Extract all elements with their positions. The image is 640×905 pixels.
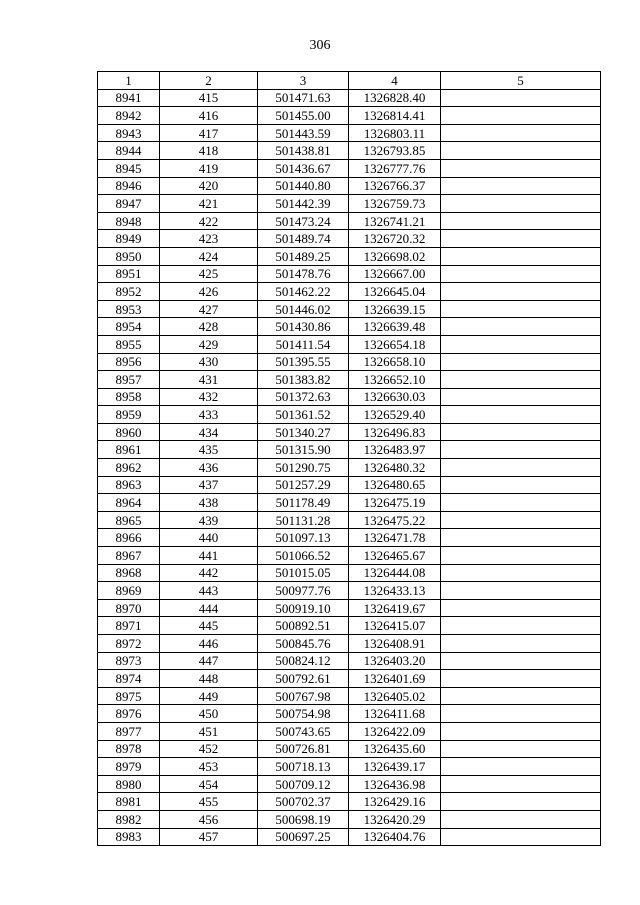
- table-row: [98, 265, 601, 283]
- column-header: 5: [441, 72, 601, 90]
- table-cell: 426: [160, 283, 258, 301]
- table-cell: 1326411.68: [349, 705, 441, 723]
- table-cell: [441, 318, 601, 336]
- table-cell: [441, 740, 601, 758]
- table-cell: 438: [160, 494, 258, 512]
- table-cell: 1326419.67: [349, 599, 441, 617]
- table-cell: [441, 705, 601, 723]
- table-row: [98, 793, 601, 811]
- table-cell: 8959: [98, 406, 160, 424]
- table-cell: [441, 388, 601, 406]
- table-cell: 8964: [98, 494, 160, 512]
- table-body: [98, 89, 601, 846]
- table-cell: [441, 810, 601, 828]
- table-cell: 501489.25: [258, 247, 349, 265]
- table-cell: 1326422.09: [349, 722, 441, 740]
- table-cell: 501131.28: [258, 511, 349, 529]
- table-cell: [441, 247, 601, 265]
- table-cell: 415: [160, 89, 258, 107]
- table-cell: 1326759.73: [349, 195, 441, 213]
- table-row: [98, 195, 601, 213]
- table-cell: 8974: [98, 670, 160, 688]
- table-cell: 1326741.21: [349, 212, 441, 230]
- table-row: [98, 107, 601, 125]
- table-cell: 501411.54: [258, 335, 349, 353]
- table-cell: 1326698.02: [349, 247, 441, 265]
- table-cell: 8956: [98, 353, 160, 371]
- table-row: [98, 652, 601, 670]
- table-cell: 8973: [98, 652, 160, 670]
- table-row: [98, 318, 601, 336]
- column-header: 4: [349, 72, 441, 90]
- column-header: 3: [258, 72, 349, 90]
- table-cell: 1326439.17: [349, 758, 441, 776]
- table-cell: 500709.12: [258, 775, 349, 793]
- table-cell: 8971: [98, 617, 160, 635]
- table-cell: 500892.51: [258, 617, 349, 635]
- table-cell: 1326639.15: [349, 300, 441, 318]
- table-cell: 1326435.60: [349, 740, 441, 758]
- table-cell: 420: [160, 177, 258, 195]
- table-cell: 1326471.78: [349, 529, 441, 547]
- table-cell: 501383.82: [258, 371, 349, 389]
- table-cell: 501443.59: [258, 124, 349, 142]
- table-cell: 1326405.02: [349, 687, 441, 705]
- table-cell: 450: [160, 705, 258, 723]
- table-cell: 501442.39: [258, 195, 349, 213]
- table-cell: 500697.25: [258, 828, 349, 846]
- table-cell: 500792.61: [258, 670, 349, 688]
- table-cell: [441, 265, 601, 283]
- table-cell: 434: [160, 423, 258, 441]
- table-cell: 500743.65: [258, 722, 349, 740]
- table-row: [98, 529, 601, 547]
- table-cell: [441, 353, 601, 371]
- table-cell: 8951: [98, 265, 160, 283]
- table-cell: 500702.37: [258, 793, 349, 811]
- table-cell: [441, 459, 601, 477]
- table-cell: 8982: [98, 810, 160, 828]
- table-row: [98, 758, 601, 776]
- table-cell: 8967: [98, 547, 160, 565]
- table-cell: 8978: [98, 740, 160, 758]
- table-cell: 457: [160, 828, 258, 846]
- table-cell: 449: [160, 687, 258, 705]
- table-cell: 423: [160, 230, 258, 248]
- table-cell: 445: [160, 617, 258, 635]
- table-cell: [441, 159, 601, 177]
- table-cell: 501257.29: [258, 476, 349, 494]
- table-cell: 500754.98: [258, 705, 349, 723]
- table-cell: 8980: [98, 775, 160, 793]
- table-cell: [441, 617, 601, 635]
- table-cell: 8966: [98, 529, 160, 547]
- table-cell: 442: [160, 564, 258, 582]
- table-cell: 436: [160, 459, 258, 477]
- table-cell: 422: [160, 212, 258, 230]
- table-cell: 8968: [98, 564, 160, 582]
- table-cell: 8962: [98, 459, 160, 477]
- table-cell: 8977: [98, 722, 160, 740]
- table-cell: 1326814.41: [349, 107, 441, 125]
- table-row: [98, 371, 601, 389]
- table-cell: 501446.02: [258, 300, 349, 318]
- table-cell: 8950: [98, 247, 160, 265]
- table-cell: 8958: [98, 388, 160, 406]
- table-cell: [441, 511, 601, 529]
- table-cell: 501440.80: [258, 177, 349, 195]
- coordinates-table: [97, 71, 601, 846]
- table-cell: 1326465.67: [349, 547, 441, 565]
- table-cell: 1326654.18: [349, 335, 441, 353]
- table-cell: 455: [160, 793, 258, 811]
- table-row: [98, 423, 601, 441]
- table-cell: 1326420.29: [349, 810, 441, 828]
- table-row: [98, 476, 601, 494]
- table-cell: 8954: [98, 318, 160, 336]
- table-cell: 451: [160, 722, 258, 740]
- table-cell: [441, 441, 601, 459]
- table-row: [98, 124, 601, 142]
- table-cell: [441, 230, 601, 248]
- table-cell: 1326720.32: [349, 230, 441, 248]
- table-cell: 446: [160, 635, 258, 653]
- table-cell: 501395.55: [258, 353, 349, 371]
- page-number: 306: [309, 38, 331, 53]
- table-cell: 500767.98: [258, 687, 349, 705]
- table-cell: 1326429.16: [349, 793, 441, 811]
- table-cell: 501290.75: [258, 459, 349, 477]
- table-row: [98, 212, 601, 230]
- table-cell: 444: [160, 599, 258, 617]
- table-cell: 501097.13: [258, 529, 349, 547]
- table-cell: 8941: [98, 89, 160, 107]
- table-cell: 1326408.91: [349, 635, 441, 653]
- table-cell: 8976: [98, 705, 160, 723]
- table-row: [98, 142, 601, 160]
- table-cell: 1326436.98: [349, 775, 441, 793]
- table-row: [98, 388, 601, 406]
- table-cell: 8947: [98, 195, 160, 213]
- table-row: [98, 511, 601, 529]
- table-cell: 8960: [98, 423, 160, 441]
- table-cell: 8942: [98, 107, 160, 125]
- table-cell: 1326475.22: [349, 511, 441, 529]
- table-row: [98, 687, 601, 705]
- table-cell: [441, 547, 601, 565]
- table-row: [98, 670, 601, 688]
- table-cell: 1326483.97: [349, 441, 441, 459]
- table-row: [98, 459, 601, 477]
- table-cell: 501462.22: [258, 283, 349, 301]
- table-cell: 1326652.10: [349, 371, 441, 389]
- table-row: [98, 722, 601, 740]
- table-cell: 8979: [98, 758, 160, 776]
- table-cell: 1326433.13: [349, 582, 441, 600]
- table-cell: 1326645.04: [349, 283, 441, 301]
- table-cell: 8955: [98, 335, 160, 353]
- table-cell: [441, 423, 601, 441]
- table-cell: [441, 476, 601, 494]
- table-cell: 437: [160, 476, 258, 494]
- table-cell: 440: [160, 529, 258, 547]
- table-row: [98, 564, 601, 582]
- table-cell: 418: [160, 142, 258, 160]
- table-cell: 8972: [98, 635, 160, 653]
- table-cell: 439: [160, 511, 258, 529]
- table-row: [98, 406, 601, 424]
- table-cell: 501340.27: [258, 423, 349, 441]
- table-cell: 501178.49: [258, 494, 349, 512]
- table-cell: [441, 670, 601, 688]
- table-cell: 500977.76: [258, 582, 349, 600]
- table-cell: 8944: [98, 142, 160, 160]
- table-cell: [441, 635, 601, 653]
- table-cell: 8961: [98, 441, 160, 459]
- table-cell: [441, 652, 601, 670]
- table-cell: 501315.90: [258, 441, 349, 459]
- table-cell: 1326480.32: [349, 459, 441, 477]
- table-cell: [441, 142, 601, 160]
- table-cell: 1326496.83: [349, 423, 441, 441]
- table-row: [98, 582, 601, 600]
- table-cell: 447: [160, 652, 258, 670]
- table-cell: 501455.00: [258, 107, 349, 125]
- table-cell: 1326658.10: [349, 353, 441, 371]
- table-cell: 1326404.76: [349, 828, 441, 846]
- table-cell: 417: [160, 124, 258, 142]
- table-cell: 500718.13: [258, 758, 349, 776]
- table-cell: [441, 722, 601, 740]
- table-cell: [441, 195, 601, 213]
- table-cell: 1326639.48: [349, 318, 441, 336]
- table-cell: 8952: [98, 283, 160, 301]
- table-cell: [441, 406, 601, 424]
- table-row: [98, 177, 601, 195]
- table-row: [98, 599, 601, 617]
- table-cell: 8970: [98, 599, 160, 617]
- table-cell: 501372.63: [258, 388, 349, 406]
- table-cell: 1326444.08: [349, 564, 441, 582]
- table-cell: 500845.76: [258, 635, 349, 653]
- table-cell: 428: [160, 318, 258, 336]
- table-row: [98, 159, 601, 177]
- table-cell: 501478.76: [258, 265, 349, 283]
- table-cell: 1326630.03: [349, 388, 441, 406]
- table-cell: 454: [160, 775, 258, 793]
- table-cell: 501436.67: [258, 159, 349, 177]
- table-row: [98, 247, 601, 265]
- table-cell: 501471.63: [258, 89, 349, 107]
- table-cell: 431: [160, 371, 258, 389]
- table-cell: 500824.12: [258, 652, 349, 670]
- table-row: [98, 230, 601, 248]
- table-row: [98, 441, 601, 459]
- table-cell: 430: [160, 353, 258, 371]
- table-cell: 441: [160, 547, 258, 565]
- table-cell: 501015.05: [258, 564, 349, 582]
- table-cell: [441, 300, 601, 318]
- table-cell: 8948: [98, 212, 160, 230]
- table-cell: [441, 599, 601, 617]
- table-row: [98, 335, 601, 353]
- table-cell: 501473.24: [258, 212, 349, 230]
- table-row: [98, 810, 601, 828]
- table-cell: [441, 177, 601, 195]
- table-cell: 8975: [98, 687, 160, 705]
- table-cell: 424: [160, 247, 258, 265]
- table-cell: 1326480.65: [349, 476, 441, 494]
- table-cell: 443: [160, 582, 258, 600]
- table-cell: [441, 828, 601, 846]
- table-cell: 1326475.19: [349, 494, 441, 512]
- table-cell: 501361.52: [258, 406, 349, 424]
- table-cell: 8946: [98, 177, 160, 195]
- table-cell: 433: [160, 406, 258, 424]
- table-cell: 8957: [98, 371, 160, 389]
- table-cell: 501438.81: [258, 142, 349, 160]
- table-cell: [441, 793, 601, 811]
- table-row: [98, 740, 601, 758]
- table-row: [98, 494, 601, 512]
- table-cell: [441, 335, 601, 353]
- table-cell: 8965: [98, 511, 160, 529]
- table-cell: 8943: [98, 124, 160, 142]
- table-row: [98, 89, 601, 107]
- table-cell: 8981: [98, 793, 160, 811]
- table-row: [98, 775, 601, 793]
- table-cell: 435: [160, 441, 258, 459]
- table-cell: 8945: [98, 159, 160, 177]
- table-cell: 8983: [98, 828, 160, 846]
- table-cell: 429: [160, 335, 258, 353]
- table-cell: 1326793.85: [349, 142, 441, 160]
- table-cell: [441, 687, 601, 705]
- table-cell: 425: [160, 265, 258, 283]
- table-cell: 500919.10: [258, 599, 349, 617]
- table-row: [98, 283, 601, 301]
- table-cell: 8953: [98, 300, 160, 318]
- table-cell: 452: [160, 740, 258, 758]
- table-cell: [441, 212, 601, 230]
- table-header-row: [98, 72, 601, 90]
- table-cell: 1326667.00: [349, 265, 441, 283]
- table-cell: 1326777.76: [349, 159, 441, 177]
- table-cell: 1326828.40: [349, 89, 441, 107]
- table-cell: 501430.86: [258, 318, 349, 336]
- table-cell: 501066.52: [258, 547, 349, 565]
- table-cell: 1326529.40: [349, 406, 441, 424]
- table-row: [98, 828, 601, 846]
- table-cell: [441, 529, 601, 547]
- table-cell: [441, 758, 601, 776]
- table-cell: 456: [160, 810, 258, 828]
- table-row: [98, 635, 601, 653]
- table-cell: 501489.74: [258, 230, 349, 248]
- table-cell: [441, 283, 601, 301]
- table-row: [98, 353, 601, 371]
- table-cell: 500726.81: [258, 740, 349, 758]
- table-cell: 1326403.20: [349, 652, 441, 670]
- column-header: 2: [160, 72, 258, 90]
- table-cell: 432: [160, 388, 258, 406]
- table-cell: 8963: [98, 476, 160, 494]
- table-cell: [441, 582, 601, 600]
- table-cell: 1326415.07: [349, 617, 441, 635]
- table-cell: [441, 775, 601, 793]
- table-cell: 416: [160, 107, 258, 125]
- table-row: [98, 705, 601, 723]
- table-cell: 8949: [98, 230, 160, 248]
- table-cell: [441, 371, 601, 389]
- table-cell: [441, 494, 601, 512]
- table-cell: [441, 124, 601, 142]
- column-header: 1: [98, 72, 160, 90]
- table-cell: 419: [160, 159, 258, 177]
- table-cell: 427: [160, 300, 258, 318]
- table-row: [98, 547, 601, 565]
- table-cell: 448: [160, 670, 258, 688]
- table-cell: [441, 89, 601, 107]
- table-cell: 1326401.69: [349, 670, 441, 688]
- table-cell: 8969: [98, 582, 160, 600]
- table-cell: 421: [160, 195, 258, 213]
- table-cell: 500698.19: [258, 810, 349, 828]
- table-row: [98, 300, 601, 318]
- table-cell: 1326803.11: [349, 124, 441, 142]
- table-row: [98, 617, 601, 635]
- table-cell: 453: [160, 758, 258, 776]
- table-cell: 1326766.37: [349, 177, 441, 195]
- table-cell: [441, 107, 601, 125]
- table-cell: [441, 564, 601, 582]
